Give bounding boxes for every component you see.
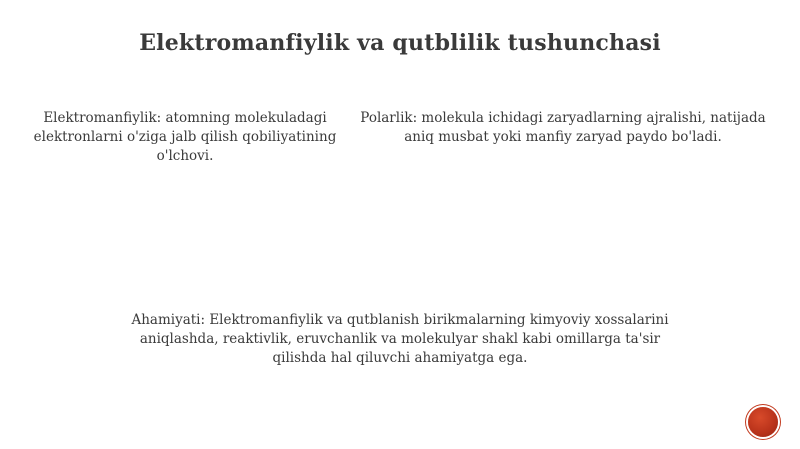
electronegativity-definition: Elektromanfiylik: atomning molekuladagi elektronlarni o'ziga jalb qilish qobiliyatining o'lchovi. bbox=[33, 110, 337, 164]
slide-nav-button[interactable] bbox=[748, 407, 778, 437]
importance-text: Ahamiyati: Elektromanfiylik va qutblanish birikmalarning kimyoviy xossalarini aniqlashda, reaktivlik, eruvchanlik va molekulyar shakl kabi omillarga ta'sir qilishda hal qiluvchi ahamiyatga ega. bbox=[131, 312, 669, 366]
slide-title: Elektromanfiylik va qutblilik tushunchasi bbox=[139, 30, 661, 56]
polarity-definition: Polarlik: molekula ichidagi zaryadlarning ajralishi, natijada aniq musbat yoki manfiy zaryad paydo bo'ladi. bbox=[360, 110, 766, 145]
